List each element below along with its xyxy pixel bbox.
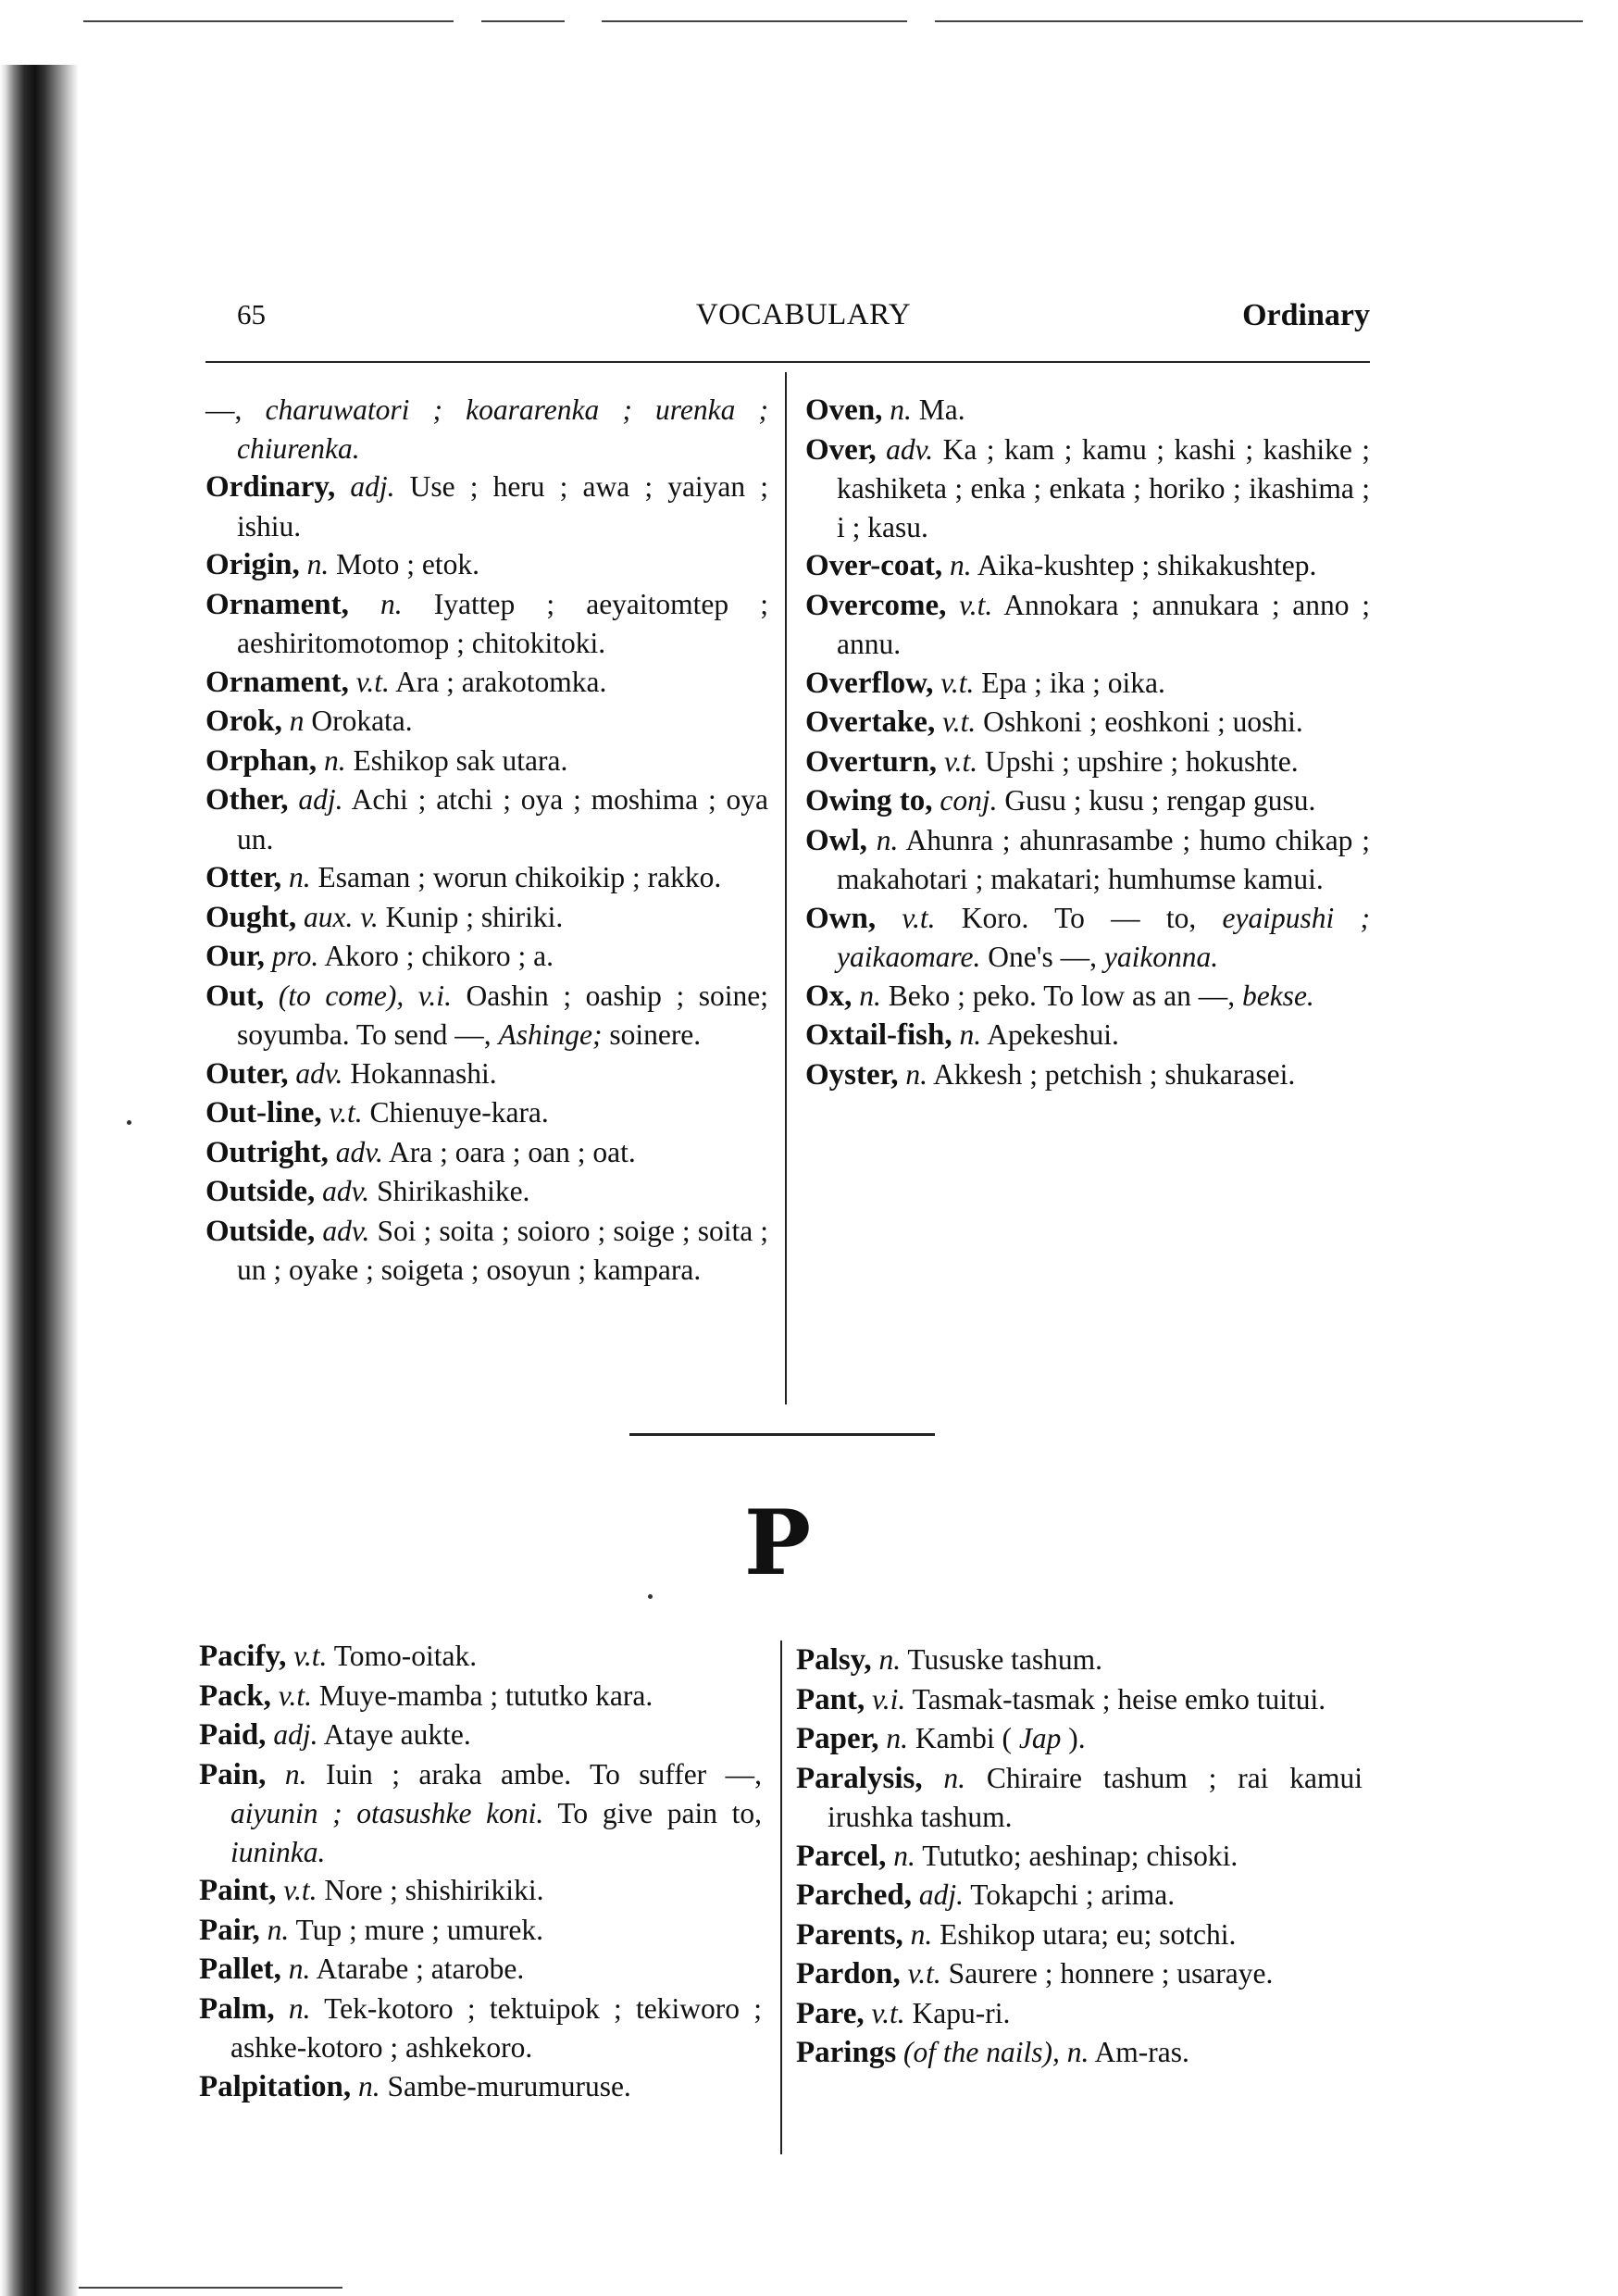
vocab-entry bbox=[796, 1759, 1363, 1837]
entry-definition: Soi ; soita ; soioro ; soige ; soita ; un ; oyake ; soigeta ; osoyun ; kampara. bbox=[237, 1214, 768, 1286]
entry-definition: Epa ; ika ; oika. bbox=[981, 666, 1165, 699]
entry-part-of-speech: n bbox=[289, 705, 305, 737]
entry-headword: Owl, bbox=[805, 823, 867, 857]
entry-part-of-speech: v.t. bbox=[959, 588, 993, 621]
vocab-entry bbox=[205, 977, 768, 1054]
vocab-entry bbox=[796, 1994, 1363, 2034]
entry-headword: Parings bbox=[796, 2036, 897, 2069]
entry-headword: Out, bbox=[205, 979, 265, 1013]
entry-definition: Koro. To — to, bbox=[961, 901, 1197, 934]
entry-headword: Paint, bbox=[199, 1874, 277, 1907]
print-speck bbox=[127, 1120, 131, 1125]
vocab-entry bbox=[805, 430, 1370, 547]
entry-part-of-speech: n. bbox=[890, 393, 912, 426]
entry-headword: Orok, bbox=[205, 705, 282, 738]
entry-definition: One's —, bbox=[988, 941, 1097, 973]
entry-part-of-speech: n. bbox=[288, 1991, 311, 2025]
entry-part-of-speech: (to come), v.i. bbox=[278, 979, 452, 1012]
vocab-entry bbox=[199, 1637, 762, 1677]
vocab-entry bbox=[199, 1716, 762, 1755]
entry-headword: Over, bbox=[805, 432, 877, 467]
vocab-entry bbox=[205, 1054, 768, 1094]
vocab-entry bbox=[805, 781, 1370, 821]
guide-word: Ordinary bbox=[1242, 298, 1370, 332]
entry-part-of-speech: n. bbox=[380, 587, 403, 620]
entry-definition: Muye-mamba ; tututko kara. bbox=[318, 1678, 653, 1712]
vocab-entry bbox=[205, 1212, 768, 1290]
entry-headword: Pant, bbox=[796, 1682, 865, 1716]
entry-part-of-speech: v.t. bbox=[871, 1996, 905, 2029]
entry-part-of-speech: v.t. bbox=[943, 744, 978, 778]
entry-definition: Ka ; kam ; kamu ; kashi ; kashike ; kashiketa ; enka ; enkata ; horiko ; ikashima ; i ; kasu. bbox=[837, 432, 1371, 543]
entry-part-of-speech: v.t. bbox=[902, 901, 936, 934]
entry-headword: Oven, bbox=[805, 393, 883, 427]
vocab-entry bbox=[199, 1871, 762, 1911]
vocab-column-o-left bbox=[205, 391, 768, 1290]
vocab-entry bbox=[199, 1911, 762, 1951]
entry-headword: Ordinary, bbox=[205, 470, 336, 504]
entry-headword: Owing to, bbox=[805, 784, 933, 817]
entry-headword: Ox, bbox=[805, 979, 853, 1013]
vocab-entry bbox=[796, 1719, 1363, 1759]
vocab-column-p-left bbox=[199, 1637, 762, 2106]
page-number: 65 bbox=[237, 298, 266, 331]
section-letter: P bbox=[743, 1491, 812, 1595]
entry-part-of-speech: n. bbox=[950, 549, 972, 581]
entry-headword: Paralysis, bbox=[796, 1761, 923, 1795]
entry-ainu-italic: bekse. bbox=[1241, 979, 1314, 1012]
vocab-entry bbox=[205, 702, 768, 742]
vocab-entry bbox=[205, 1133, 768, 1173]
entry-headword: Pallet, bbox=[199, 1953, 281, 1986]
entry-headword: Ought, bbox=[205, 900, 297, 934]
vocab-entry bbox=[805, 1055, 1370, 1095]
entry-definition: Akkesh ; petchish ; shukarasei. bbox=[933, 1057, 1296, 1091]
entry-part-of-speech: pro. bbox=[271, 940, 319, 972]
entry-definition: Ara ; oara ; oan ; oat. bbox=[388, 1135, 636, 1168]
vocab-column-o-right bbox=[805, 391, 1370, 1094]
entry-headword: Parcel, bbox=[796, 1839, 887, 1873]
vocab-entry bbox=[796, 1915, 1363, 1955]
running-title: VOCABULARY bbox=[695, 298, 912, 331]
entry-headword: Orphan, bbox=[205, 743, 317, 778]
vocab-entry bbox=[796, 1954, 1363, 1994]
entry-definition: Oshkoni ; eoshkoni ; uoshi. bbox=[983, 705, 1303, 738]
entry-part-of-speech: n. bbox=[859, 979, 881, 1012]
entry-definition: Hokannashi. bbox=[350, 1056, 497, 1090]
header-rule bbox=[205, 361, 1370, 363]
vocab-entry bbox=[796, 2033, 1363, 2073]
scan-top-line bbox=[481, 20, 565, 22]
section-separator bbox=[629, 1433, 935, 1436]
entry-part-of-speech: n. bbox=[267, 1913, 290, 1946]
column-divider bbox=[780, 1641, 782, 2154]
entry-part-of-speech: v.t. bbox=[907, 1957, 941, 1990]
entry-definition: Atarabe ; atarobe. bbox=[316, 1953, 525, 1985]
entry-definition: soinere. bbox=[609, 1018, 702, 1051]
entry-headword: Over-coat, bbox=[805, 549, 943, 582]
entry-definition: Nore ; shishirikiki. bbox=[324, 1874, 544, 1906]
vocab-entry bbox=[805, 664, 1370, 704]
entry-part-of-speech: v.t. bbox=[355, 665, 390, 698]
vocab-entry bbox=[205, 780, 768, 858]
entry-part-of-speech: adj. bbox=[273, 1718, 318, 1751]
entry-headword: Overtake, bbox=[805, 705, 936, 739]
entry-definition: ). bbox=[1068, 1722, 1086, 1754]
vocab-entry bbox=[205, 937, 768, 977]
entry-part-of-speech: n. bbox=[893, 1839, 915, 1872]
entry-part-of-speech: v.t. bbox=[278, 1678, 312, 1712]
book-binding-shadow bbox=[0, 65, 79, 2296]
entry-ainu-italic: eyaipushi ; yaikaomare. bbox=[837, 901, 1371, 973]
entry-part-of-speech: v.t. bbox=[329, 1096, 363, 1129]
entry-definition: Ahunra ; ahunrasambe ; humo chikap ; makahotari ; makatari; humhumse kamui. bbox=[837, 823, 1371, 895]
entry-part-of-speech: n. bbox=[886, 1722, 909, 1754]
vocab-entry bbox=[796, 1680, 1363, 1720]
entry-definition: Eshikop sak utara. bbox=[353, 743, 568, 777]
scan-top-line bbox=[83, 20, 454, 22]
entry-part-of-speech: adv. bbox=[322, 1214, 370, 1247]
entry-headword: Outright, bbox=[205, 1135, 329, 1169]
entry-definition: Shirikashike. bbox=[377, 1175, 530, 1207]
vocab-entry bbox=[805, 899, 1370, 977]
entry-headword: Out-line, bbox=[205, 1096, 322, 1129]
entry-headword: Outside, bbox=[205, 1214, 316, 1248]
entry-headword: Pair, bbox=[199, 1913, 260, 1947]
column-divider bbox=[785, 372, 787, 1404]
entry-ainu-italic: yaikonna. bbox=[1103, 941, 1219, 973]
entry-part-of-speech: n. bbox=[324, 743, 346, 777]
entry-definition: Aika-kushtep ; shikakushtep. bbox=[977, 549, 1317, 581]
entry-part-of-speech: v.i. bbox=[872, 1682, 906, 1716]
entry-definition: Iuin ; araka ambe. To suffer —, bbox=[326, 1757, 763, 1791]
entry-part-of-speech: n. bbox=[357, 2069, 380, 2103]
vocab-entry bbox=[205, 1093, 768, 1133]
entry-part-of-speech: adv. bbox=[886, 432, 934, 466]
scan-top-line bbox=[935, 20, 1583, 22]
entry-definition: Tup ; mure ; umurek. bbox=[295, 1913, 543, 1946]
entry-definition: Apekeshui. bbox=[987, 1018, 1119, 1051]
entry-definition: Tokapchi ; arima. bbox=[970, 1878, 1176, 1911]
vocab-entry bbox=[796, 1837, 1363, 1877]
entry-headword: Origin, bbox=[205, 548, 300, 581]
entry-headword: Pacify, bbox=[199, 1640, 287, 1673]
vocab-entry bbox=[805, 391, 1370, 430]
entry-part-of-speech: adv. bbox=[335, 1135, 383, 1168]
vocab-entry bbox=[205, 468, 768, 545]
entry-headword: Palpitation, bbox=[199, 2069, 352, 2103]
entry-definition: Tasmak-tasmak ; heise emko tuitui. bbox=[912, 1682, 1326, 1716]
entry-part-of-speech: n. bbox=[943, 1761, 966, 1794]
vocab-entry bbox=[805, 703, 1370, 742]
entry-definition: Sambe-murumuruse. bbox=[387, 2069, 631, 2103]
entry-headword: Pain, bbox=[199, 1757, 267, 1791]
entry-definition: Eshikop utara; eu; sotchi. bbox=[940, 1917, 1237, 1951]
entry-part-of-speech: v.t. bbox=[293, 1640, 328, 1672]
entry-part-of-speech: adj. bbox=[918, 1878, 964, 1911]
entry-definition: Kambi ( bbox=[915, 1722, 1013, 1754]
entry-part-of-speech: adj. bbox=[298, 783, 343, 816]
entry-definition: Akoro ; chikoro ; a. bbox=[324, 940, 554, 972]
entry-definition: Annokara ; annukara ; anno ; annu. bbox=[837, 588, 1371, 660]
entry-headword: Paper, bbox=[796, 1722, 879, 1755]
entry-definition: Ma. bbox=[918, 393, 965, 426]
vocab-entry bbox=[205, 898, 768, 938]
entry-definition: Gusu ; kusu ; rengap gusu. bbox=[1004, 784, 1316, 817]
entry-part-of-speech: n. bbox=[878, 1643, 902, 1676]
entry-ainu-italic: aiyunin ; otasushke koni. bbox=[230, 1797, 544, 1829]
entry-headword: Our, bbox=[205, 940, 265, 973]
entry-part-of-speech: n. bbox=[959, 1018, 982, 1051]
entry-part-of-speech: n. bbox=[905, 1057, 928, 1091]
entry-part-of-speech: n. bbox=[288, 1953, 311, 1985]
entry-part-of-speech: v.t. bbox=[940, 666, 975, 699]
vocab-entry bbox=[205, 742, 768, 781]
entry-part-of-speech: conj. bbox=[940, 784, 998, 817]
entry-headword: Ornament, bbox=[205, 587, 349, 621]
entry-headword: Other, bbox=[205, 783, 289, 817]
vocab-entry bbox=[205, 858, 768, 898]
entry-definition: Tomo-oitak. bbox=[333, 1640, 478, 1672]
entry-definition: Chiraire tashum ; rai kamui irushka tashum. bbox=[828, 1761, 1363, 1833]
entry-definition: Moto ; etok. bbox=[336, 548, 480, 580]
entry-headword: Outside, bbox=[205, 1175, 316, 1208]
entry-definition: Upshi ; upshire ; hokushte. bbox=[984, 744, 1299, 778]
entry-headword: Parents, bbox=[796, 1917, 903, 1952]
entry-part-of-speech: adv. bbox=[322, 1175, 370, 1207]
entry-definition: Tek-kotoro ; tektuipok ; tekiworo ; ashke-kotoro ; ashkekoro. bbox=[230, 1991, 762, 2064]
entry-headword: Palsy, bbox=[796, 1643, 872, 1677]
entry-headword: Otter, bbox=[205, 861, 282, 894]
entry-ainu-italic: iuninka. bbox=[230, 1835, 326, 1868]
entry-part-of-speech: n. bbox=[876, 823, 899, 856]
entry-headword: Overturn, bbox=[805, 744, 938, 779]
entry-part-of-speech: adv. bbox=[295, 1056, 343, 1090]
entry-part-of-speech: adj. bbox=[350, 470, 395, 503]
entry-headword: Overflow, bbox=[805, 666, 934, 700]
entry-definition: Am-ras. bbox=[1094, 2036, 1189, 2068]
vocab-entry bbox=[796, 1641, 1363, 1680]
vocab-entry bbox=[199, 2067, 762, 2107]
entry-definition: Esaman ; worun chikoikip ; rakko. bbox=[317, 861, 722, 893]
vocab-entry bbox=[205, 585, 768, 663]
entry-definition: To give pain to, bbox=[557, 1797, 762, 1829]
entry-definition: Tututko; aeshinap; chisoki. bbox=[922, 1839, 1238, 1872]
vocab-entry bbox=[805, 742, 1370, 782]
vocab-entry bbox=[199, 1755, 762, 1872]
entry-ainu-italic: Jap bbox=[1018, 1722, 1062, 1754]
entry-part-of-speech: n. bbox=[289, 861, 311, 893]
entry-headword: Oyster, bbox=[805, 1057, 899, 1092]
entry-headword: Overcome, bbox=[805, 588, 947, 622]
vocab-entry bbox=[205, 1172, 768, 1212]
vocab-entry bbox=[805, 1016, 1370, 1055]
vocab-entry bbox=[805, 821, 1370, 899]
entry-definition: Kunip ; shiriki. bbox=[385, 900, 564, 933]
entry-part-of-speech: n. bbox=[910, 1917, 933, 1951]
entry-headword: Parched, bbox=[796, 1878, 912, 1912]
entry-headword: Own, bbox=[805, 901, 877, 935]
entry-headword: Ornament, bbox=[205, 665, 349, 699]
scan-top-line bbox=[602, 20, 907, 22]
entry-definition: Kapu-ri. bbox=[912, 1996, 1011, 2029]
entry-headword: Outer, bbox=[205, 1056, 289, 1091]
vocab-column-p-right bbox=[796, 1641, 1363, 2073]
vocab-entry bbox=[199, 1950, 762, 1990]
entry-headword: Oxtail-fish, bbox=[805, 1018, 952, 1052]
entry-part-of-speech: n. bbox=[284, 1757, 307, 1791]
entry-headword: Paid, bbox=[199, 1718, 267, 1752]
entry-definition: Orokata. bbox=[311, 705, 413, 737]
vocab-entry bbox=[199, 1990, 762, 2067]
entry-definition: Chienuye-kara. bbox=[369, 1096, 549, 1129]
entry-ainu-italic: Ashinge; bbox=[498, 1018, 603, 1051]
entry-headword: Pare, bbox=[796, 1996, 865, 2030]
entry-part-of-speech: v.t. bbox=[942, 705, 977, 738]
entry-headword: Palm, bbox=[199, 1991, 275, 2026]
vocab-entry bbox=[205, 545, 768, 585]
entry-headword: Pack, bbox=[199, 1678, 271, 1713]
entry-definition: Tususke tashum. bbox=[907, 1643, 1103, 1676]
entry-definition: Use ; heru ; awa ; yaiyan ; ishiu. bbox=[237, 470, 769, 543]
vocab-entry bbox=[199, 1677, 762, 1716]
entry-definition: Achi ; atchi ; oya ; moshima ; oya un. bbox=[237, 783, 769, 855]
entry-headword: Pardon, bbox=[796, 1957, 901, 1990]
entry-part-of-speech: n. bbox=[306, 548, 330, 580]
entry-part-of-speech: aux. v. bbox=[304, 900, 379, 933]
page-header bbox=[237, 298, 1370, 354]
vocab-entry bbox=[805, 586, 1370, 664]
vocab-entry bbox=[805, 546, 1370, 586]
vocab-entry bbox=[796, 1876, 1363, 1915]
entry-definition: Beko ; peko. To low as an —, bbox=[888, 979, 1236, 1012]
entry-continuation-italic: charuwatori ; koararenka ; urenka ; chiurenka. bbox=[237, 393, 769, 465]
vocab-entry bbox=[205, 391, 768, 468]
entry-part-of-speech: (of the nails), n. bbox=[903, 2036, 1089, 2068]
entry-definition: Iyattep ; aeyaitomtep ; aeshiritomotomop ; chitokitoki. bbox=[237, 587, 769, 659]
vocab-entry bbox=[805, 977, 1370, 1017]
entry-definition: Ataye aukte. bbox=[323, 1718, 471, 1751]
vocab-entry bbox=[205, 663, 768, 703]
entry-part-of-speech: v.t. bbox=[283, 1874, 317, 1906]
entry-definition: Ara ; arakotomka. bbox=[395, 665, 607, 698]
entry-definition: Saurere ; honnere ; usaraye. bbox=[948, 1957, 1274, 1990]
entry-definition: Oashin ; oaship ; soine; soyumba. To send —, bbox=[237, 979, 769, 1051]
entry-continuation: —, bbox=[205, 393, 266, 426]
